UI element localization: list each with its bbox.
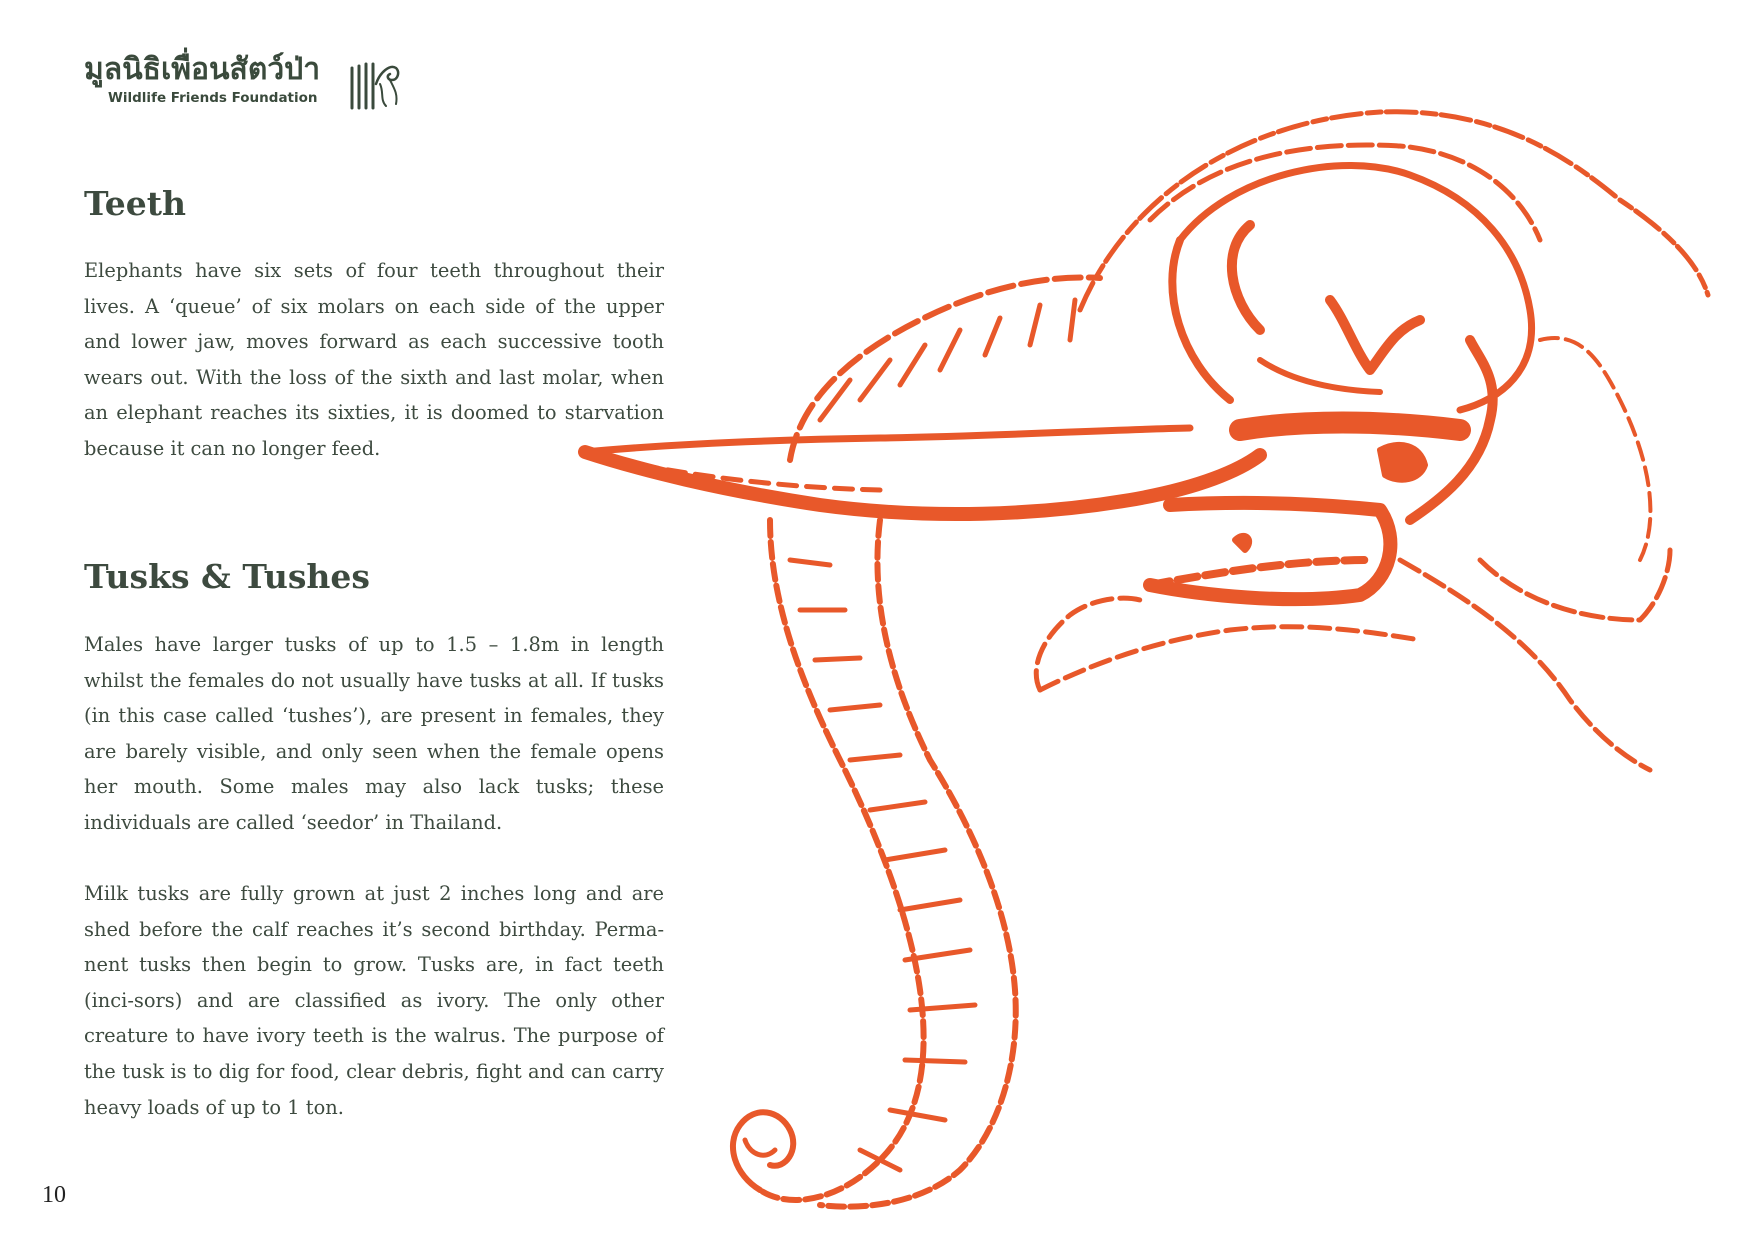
teeth-paragraph: Elephants have six sets of four teeth throughout their lives. A ‘queue’ of six molars on each side of the upper and lower jaw, moves forward as each successive tooth wears out. With the loss of the sixth and last molar, when an elephant reaches its sixties, it is doomed to starvation because it can no longer feed. — [84, 259, 664, 460]
page-number: 10 — [42, 1182, 66, 1208]
elephant-bars-logo-icon — [346, 54, 402, 110]
tusks-paragraph-1: Males have larger tusks of up to 1.5 – 1.8m in length whilst the females do not usually have tusks at all. If tusks (in this case called ‘tushes’), are present in females, they are barely visible, and only seen when the female opens her mouth. Some males may also lack tusks; these individuals are called ‘seedor’ in Thailand. — [84, 633, 664, 834]
tusks-paragraph-2: Milk tusks are fully grown at just 2 inches long and are shed before the calf reaches it’s second birthday. Perma-nent tusks then begin to grow. Tusks are, in fact teeth (inci-sors) and are classified as ivory. The only other creature to have ivory teeth is the walrus. The purpose of the tusk is to dig for food, clear debris, fight and can carry heavy loads of up to 1 ton. — [84, 882, 664, 1119]
section-heading-tusks: Tusks & Tushes — [84, 557, 370, 596]
elephant-head-sketch-icon — [560, 100, 1720, 1220]
foundation-logo — [84, 52, 404, 112]
logo-english-text: Wildlife Friends Foundation — [108, 90, 318, 106]
logo-thai-text: มูลนิธิเพื่อนสัตว์ป่า — [84, 52, 321, 87]
section-heading-teeth: Teeth — [84, 184, 186, 223]
